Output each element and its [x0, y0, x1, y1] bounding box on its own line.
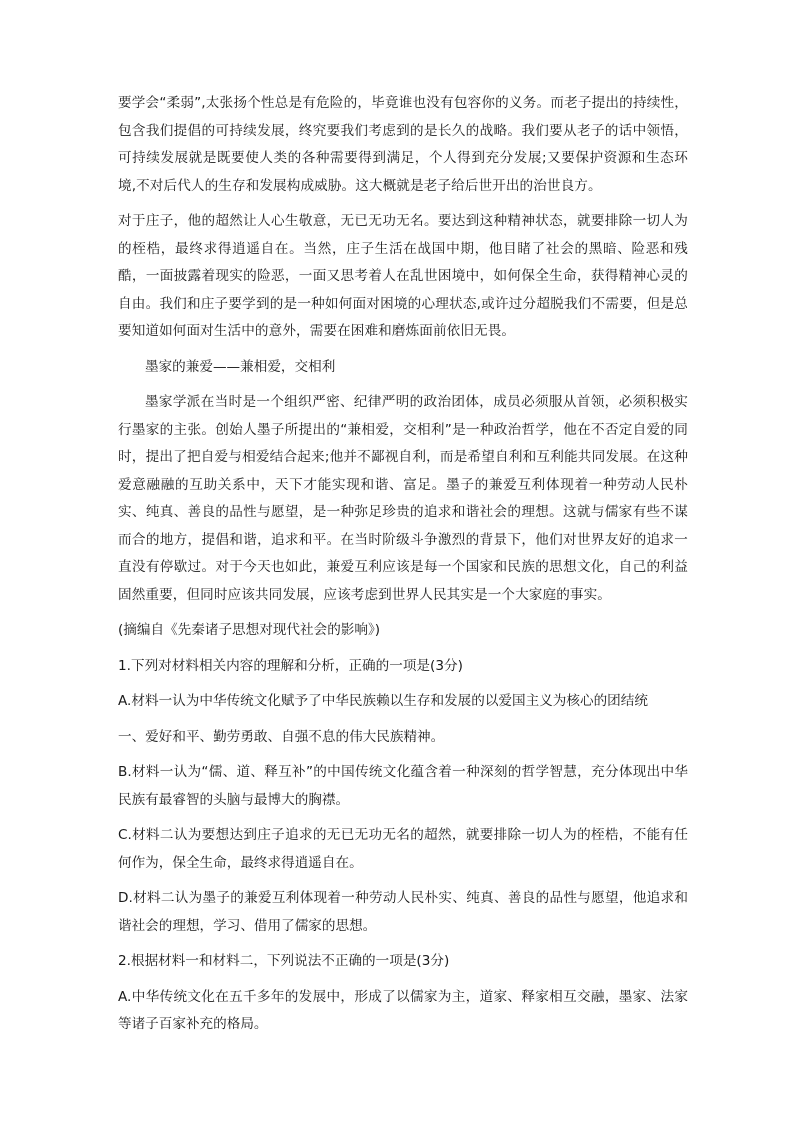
zhuangzi-paragraph: 对于庄子，他的超然让人心生敬意，无已无功无名。要达到这种精神状态，就要排除一切人为的桎梏，最终求得逍遥自在。当然，庄子生活在战国中期，他目睹了社会的黑暗、险恶和残酷，一面披露着现实的险恶，一面又思考着人在乱世困境中，如何保全生命，获得精神心灵的自由。我们和庄子要学到的是一种如何面对困境的心理状态,或许过分超脱我们不需要，但是总要知道如何面对生活中的意外，需要在困难和磨炼面前依旧无畏。 [118, 213, 688, 339]
question-2-prompt: 2.根据材料一和材料二，下列说法不正确的一项是(3分) [118, 953, 450, 969]
section-heading: 墨家的兼爱——兼相爱，交相利 [145, 358, 336, 375]
question-2-option-a: A.中华传统文化在五千多年的发展中，形成了以儒家为主，道家、释家相互交融，墨家、法家等诸子百家补充的格局。 [118, 988, 688, 1032]
laozi-paragraph: 要学会“柔弱”,太张扬个性总是有危险的，毕竟谁也没有包容你的义务。而老子提出的持续性，包含我们提倡的可持续发展，终究要我们考虑到的是长久的战略。我们要从老子的话中领悟，可持续发展就是既要使人类的各种需要得到满足，个人得到充分发展;又要保护资源和生态环境,不对后代人的生存和发展构成威胁。这大概就是老子给后世开出的治世良方。 [118, 95, 688, 194]
document-page [118, 90, 688, 1047]
mohist-paragraph: 墨家学派在当时是一个组织严密、纪律严明的政治团体，成员必须服从首领，必须积极实行墨家的主张。创始人墨子所提出的“兼相爱，交相利”是一种政治哲学，他在不否定自爱的同时，提出了把自爱与相爱结合起来;他并不鄙视自利，而是希望自利和互利能共同发展。在这种爱意融融的互助关系中，天下才能实现和谐、富足。墨子的兼爱互利体现着一种劳动人民朴实、纯真、善良的品性与愿望，是一种弥足珍贵的追求和谐社会的理想。这就与儒家有些不谋而合的地方，提倡和谐，追求和平。在当时阶级斗争激烈的背景下，他们对世界友好的追求一直没有停歇过。对于今天也如此，兼爱互利应该是每一个国家和民族的思想文化，自己的利益固然重要，但同时应该共同发展，应该考虑到世界人民其实是一个大家庭的事实。 [118, 394, 688, 603]
question-1-option-a-line2: 一、爱好和平、勤劳勇敢、自强不息的伟大民族精神。 [118, 728, 445, 745]
question-1-option-c: C.材料二认为要想达到庄子追求的无已无功无名的超然，就要排除一切人为的桎梏，不能有任何作为，保全生命，最终求得逍遥自在。 [118, 827, 688, 871]
source-note: (摘编自《先秦诸子思想对现代社会的影响》) [118, 622, 381, 638]
question-1-prompt: 1.下列对材料相关内容的理解和分析，正确的一项是(3分) [118, 657, 463, 674]
question-1-option-b: B.材料一认为“儒、道、释互补”的中国传统文化蕴含着一种深刻的哲学智慧，充分体现出中华民族有最睿智的头脑与最博大的胸襟。 [118, 764, 688, 808]
question-1-option-d: D.材料二认为墨子的兼爱互利体现着一种劳动人民朴实、纯真、善良的品性与愿望，他追求和谐社会的理想，学习、借用了儒家的思想。 [118, 890, 688, 934]
question-1-option-a-line1: A.材料一认为中华传统文化赋予了中华民族赖以生存和发展的以爱国主义为核心的团结统 [118, 693, 648, 709]
